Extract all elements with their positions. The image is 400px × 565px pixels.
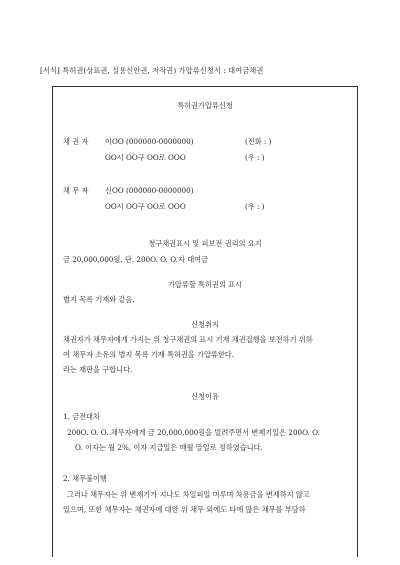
debtor-name: 신OO (000000-0000000) [105, 186, 194, 195]
debtor-label: 채 무 자 [63, 186, 89, 195]
purpose-heading: 신청취지 [191, 320, 219, 329]
creditor-address: OO시 OO구 OO로 OOO [105, 153, 186, 162]
form-caption: [서식] 특허권(상표권, 실용신안권, 저작권) 가압류신청서 : 대여금채권 [40, 66, 264, 75]
document-title: 특허권가압류신청 [177, 101, 233, 110]
purpose-line: 채권자가 채무자에게 가지는 위 청구채권의 표시 기재 채권집행을 보전하기 위하 [63, 335, 313, 344]
creditor-phone: (전화 : ) [245, 137, 272, 146]
purpose-line: 여 채무자 소유의 별지 목록 기재 특허권을 가압류한다. [63, 350, 235, 359]
loan-line: O. 이자는 월 2%, 이자 지급일은 매월 말일로 정하였습니다. [75, 443, 263, 452]
section-title-loan: 1. 금전대차 [63, 412, 100, 421]
creditor-postal: (우 : ) [245, 153, 265, 162]
section-title-default: 2. 채무불이행 [63, 474, 107, 483]
default-line: 그러나 채무자는 위 변제기가 지나도 차일피일 미루며 차용금을 변제하지 않고 [67, 490, 310, 499]
property-text: 별지 목록 기재와 같음. [63, 295, 135, 304]
property-heading: 가압류할 특허권의 표시 [167, 280, 242, 289]
reasons-heading: 신청이유 [191, 392, 219, 401]
loan-line: 200O. O. O. 채무자에게 금 20,000,000원을 빌려주면서 변제기일은 200O. O. [67, 428, 320, 437]
document-frame [52, 86, 358, 557]
debtor-postal: (우 : ) [245, 202, 265, 211]
claim-heading: 청구채권표시 및 피보전 권리의 요지 [148, 239, 262, 248]
creditor-name: 이OO (000000-0000000) [105, 137, 194, 146]
creditor-label: 채 권 자 [63, 137, 89, 146]
default-line: 있으며, 또한 채무자는 채권자에 대한 위 채무 외에도 타에 많은 채무를 부담하 [63, 505, 306, 514]
debtor-address: OO시 OO구 OO로 OOO [105, 202, 186, 211]
claim-text: 금 20,000,000원, 단, 200O. O. O.자 대여금 [63, 255, 209, 264]
purpose-line: 라는 재판을 구합니다. [63, 365, 133, 374]
